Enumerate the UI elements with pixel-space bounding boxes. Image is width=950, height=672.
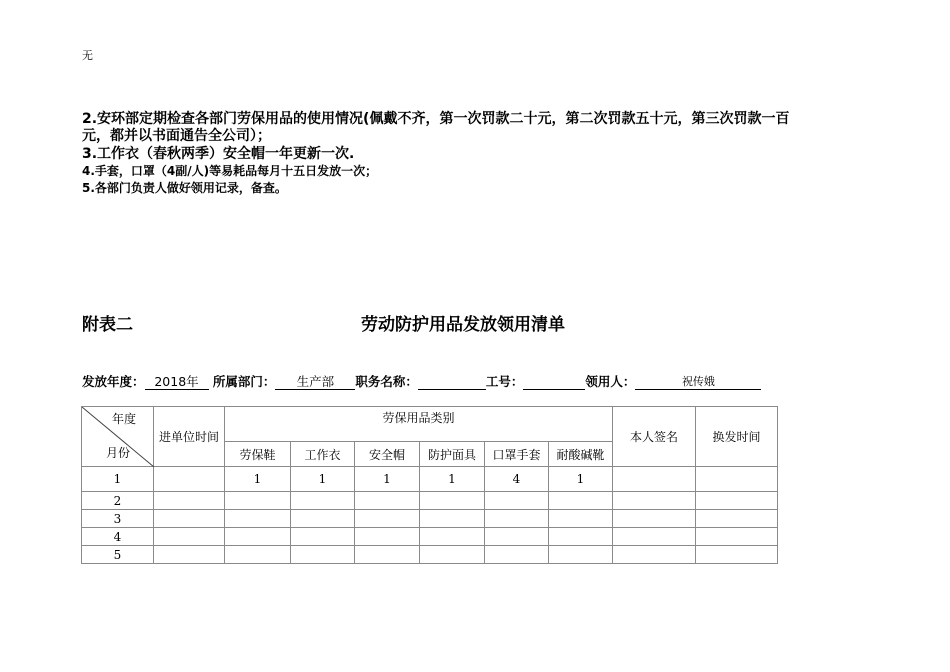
rule-item-2a: 2.安环部定期检查各部门劳保用品的使用情况(佩戴不齐，第一次罚款二十元，第二次罚款五十元，第三次罚款一百: [82, 111, 790, 127]
quantity-cell[interactable]: [225, 510, 291, 528]
signature-header: 本人签名: [613, 407, 696, 467]
quantity-cell[interactable]: [485, 492, 549, 510]
quantity-cell[interactable]: 1: [355, 467, 420, 492]
month-cell: 1: [82, 467, 154, 492]
quantity-cell[interactable]: [485, 528, 549, 546]
quantity-cell[interactable]: [225, 546, 291, 564]
top-note: 无: [82, 49, 93, 62]
year-field[interactable]: 2018年: [145, 375, 209, 390]
dept-field[interactable]: 生产部: [275, 375, 355, 390]
quantity-cell[interactable]: [549, 510, 613, 528]
signature-cell[interactable]: [613, 467, 696, 492]
category-header: 劳保鞋: [225, 442, 291, 467]
table-row: [82, 510, 778, 528]
entry-time-cell[interactable]: [154, 546, 225, 564]
signature-cell[interactable]: [613, 528, 696, 546]
quantity-cell[interactable]: [549, 546, 613, 564]
category-header: 口罩手套: [485, 442, 549, 467]
table-row: [82, 528, 778, 546]
table-row: [82, 467, 778, 492]
quantity-cell[interactable]: [420, 528, 485, 546]
entry-time-cell[interactable]: [154, 467, 225, 492]
quantity-cell[interactable]: [355, 528, 420, 546]
month-cell: 2: [82, 492, 154, 510]
id-field[interactable]: [523, 389, 585, 390]
quantity-cell[interactable]: 1: [549, 467, 613, 492]
signature-cell[interactable]: [613, 492, 696, 510]
quantity-cell[interactable]: [355, 492, 420, 510]
signature-cell[interactable]: [613, 546, 696, 564]
category-header: 耐酸碱靴: [549, 442, 613, 467]
quantity-cell[interactable]: [549, 492, 613, 510]
quantity-cell[interactable]: [549, 528, 613, 546]
rule-item-4: 4.手套，口罩（4副/人)等易耗品每月十五日发放一次；: [82, 164, 378, 178]
entry-time-cell[interactable]: [154, 528, 225, 546]
id-label: 工号：: [485, 374, 524, 389]
category-header: 防护面具: [420, 442, 485, 467]
corner-month-label: 月份: [106, 446, 131, 460]
quantity-cell[interactable]: [420, 546, 485, 564]
quantity-cell[interactable]: [355, 510, 420, 528]
entry-time-cell[interactable]: [154, 510, 225, 528]
month-cell: 4: [82, 528, 154, 546]
quantity-cell[interactable]: [485, 510, 549, 528]
month-cell: 5: [82, 546, 154, 564]
quantity-cell[interactable]: [291, 528, 355, 546]
signature-cell[interactable]: [613, 510, 696, 528]
position-label: 职务名称：: [355, 374, 418, 389]
quantity-cell[interactable]: [355, 546, 420, 564]
quantity-cell[interactable]: 4: [485, 467, 549, 492]
form-title: 劳动防护用品发放领用清单: [361, 315, 565, 335]
entry-time-cell[interactable]: [154, 492, 225, 510]
replace-time-cell[interactable]: [696, 492, 778, 510]
quantity-cell[interactable]: [485, 546, 549, 564]
table-row: [82, 492, 778, 510]
quantity-cell[interactable]: [420, 510, 485, 528]
receiver-field[interactable]: 祝传娥: [635, 375, 761, 390]
replace-time-cell[interactable]: [696, 510, 778, 528]
receiver-label: 领用人：: [585, 374, 636, 389]
quantity-cell[interactable]: [420, 492, 485, 510]
quantity-cell[interactable]: [291, 546, 355, 564]
month-cell: 3: [82, 510, 154, 528]
quantity-cell[interactable]: 1: [225, 467, 291, 492]
quantity-cell[interactable]: [225, 492, 291, 510]
replace-time-cell[interactable]: [696, 528, 778, 546]
rule-item-3: 3.工作衣（春秋两季）安全帽一年更新一次.: [82, 146, 355, 162]
category-header: 工作衣: [291, 442, 355, 467]
quantity-cell[interactable]: [225, 528, 291, 546]
entry-time-header: 进单位时间: [154, 407, 225, 467]
rule-item-2b: 元，都并以书面通告全公司）；: [82, 128, 271, 144]
replace-time-header: 换发时间: [696, 407, 778, 467]
quantity-cell[interactable]: 1: [420, 467, 485, 492]
rule-item-5: 5.各部门负责人做好领用记录，备查。: [82, 181, 287, 195]
quantity-cell[interactable]: 1: [291, 467, 355, 492]
replace-time-cell[interactable]: [696, 467, 778, 492]
dept-label: 所属部门：: [212, 374, 276, 389]
ppe-issue-table: [81, 406, 778, 564]
category-header: 安全帽: [355, 442, 420, 467]
category-group-header: 劳保用品类别: [225, 407, 613, 442]
info-line: [82, 372, 761, 390]
year-label: 发放年度：: [82, 374, 145, 389]
replace-time-cell[interactable]: [696, 546, 778, 564]
quantity-cell[interactable]: [291, 510, 355, 528]
appendix-label: 附表二: [82, 315, 133, 335]
position-field[interactable]: [418, 389, 486, 390]
corner-header: [82, 407, 154, 467]
corner-year-label: 年度: [112, 412, 137, 426]
table-row: [82, 546, 778, 564]
quantity-cell[interactable]: [291, 492, 355, 510]
